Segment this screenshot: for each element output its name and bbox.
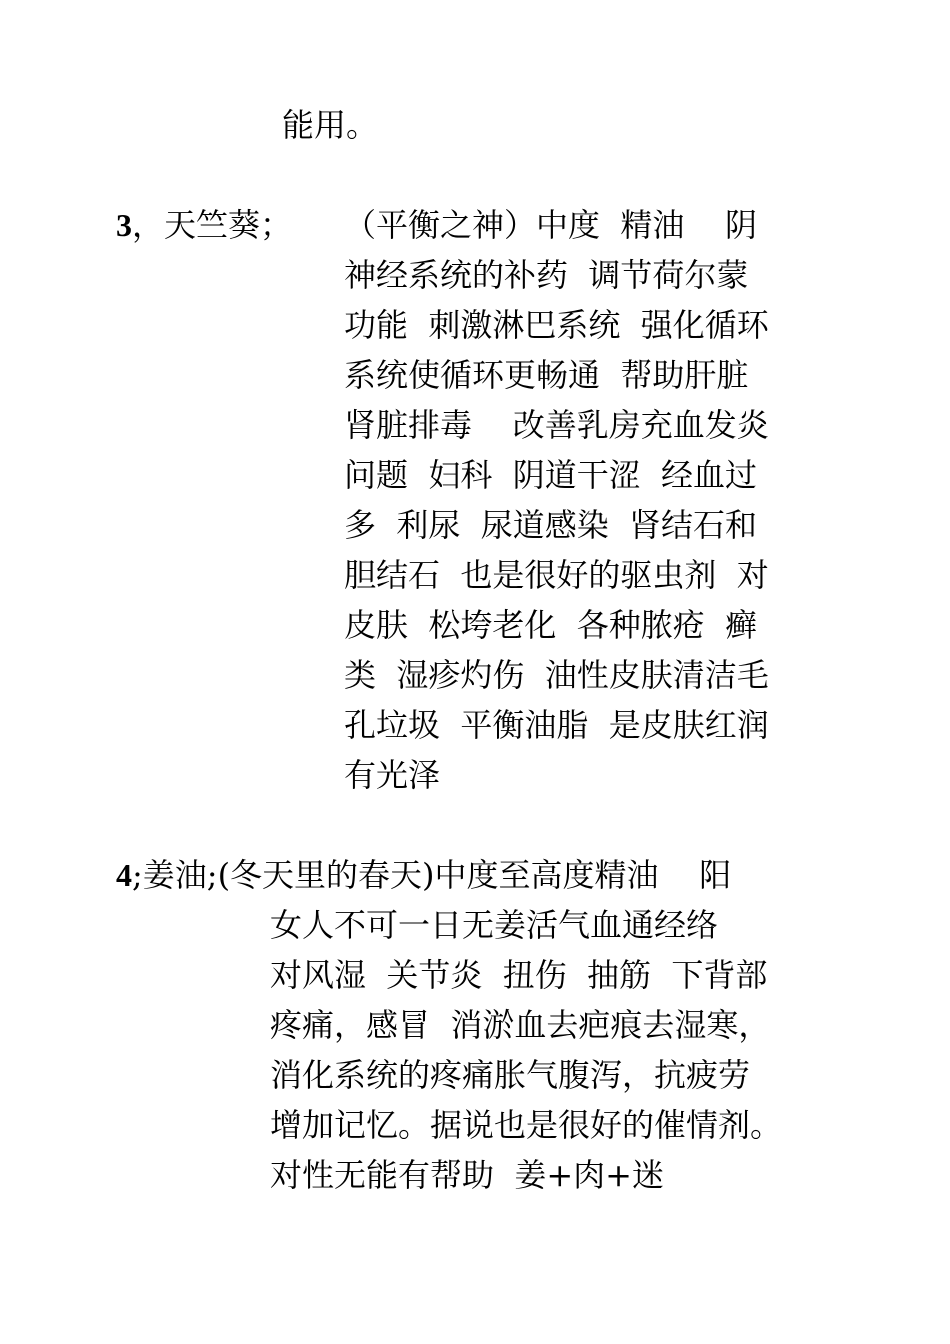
entry-3-line-10: 孔垃圾 平衡油脂 是皮肤红润 (344, 706, 769, 744)
entry-3-line-7: 胆结石 也是很好的驱虫剂 对 (344, 556, 769, 594)
entry-3-line-11: 有光泽 (344, 756, 441, 794)
entry-3-line-1: 神经系统的补药 调节荷尔蒙 (344, 256, 749, 294)
entry-4-line-0 (116, 850, 731, 900)
entry-4-line-2: 对风湿 关节炎 扭伤 抽筋 下背部 (270, 956, 768, 994)
entry-3-heading: ，天竺葵； (132, 206, 293, 244)
entry-3-line-3: 系统使循环更畅通 帮助肝脏 (344, 356, 749, 394)
entry-4-line-3: 疼痛，感冒 消淤血去疤痕去湿寒， (270, 1006, 771, 1044)
entry-3-line-5: 问题 妇科 阴道干涩 经血过 (344, 456, 758, 494)
entry-4-first-line: ;姜油;(冬天里的春天)中度至高度精油 阳 (132, 856, 732, 894)
entry-3-line-9: 类 湿疹灼伤 油性皮肤清洁毛 (344, 656, 769, 694)
entry-3-line-2: 功能 刺激淋巴系统 强化循环 (344, 306, 769, 344)
entry-4-line-4: 消化系统的疼痛胀气腹泻，抗疲劳 (270, 1056, 751, 1094)
entry-3-line-8: 皮肤 松垮老化 各种脓疮 癣 (344, 606, 758, 644)
entry-3-line-0: （平衡之神）中度 精油 阴 (344, 206, 758, 244)
entry-4-line-5: 增加记忆。据说也是很好的催情剂。 (270, 1106, 783, 1144)
entry-4-line-1: 女人不可一日无姜活气血通经络 (270, 906, 719, 944)
entry-3-label (116, 200, 292, 250)
entry-3-number: 3 (116, 207, 132, 243)
entry-3-line-4: 肾脏排毒 改善乳房充血发炎 (344, 406, 769, 444)
entry-4-line-6: 对性无能有帮助 姜+肉+迷 (270, 1156, 664, 1194)
entry-4-number: 4 (116, 857, 132, 893)
continuation-text: 能用。 (282, 106, 379, 144)
entry-3-line-6: 多 利尿 尿道感染 肾结石和 (344, 506, 758, 544)
